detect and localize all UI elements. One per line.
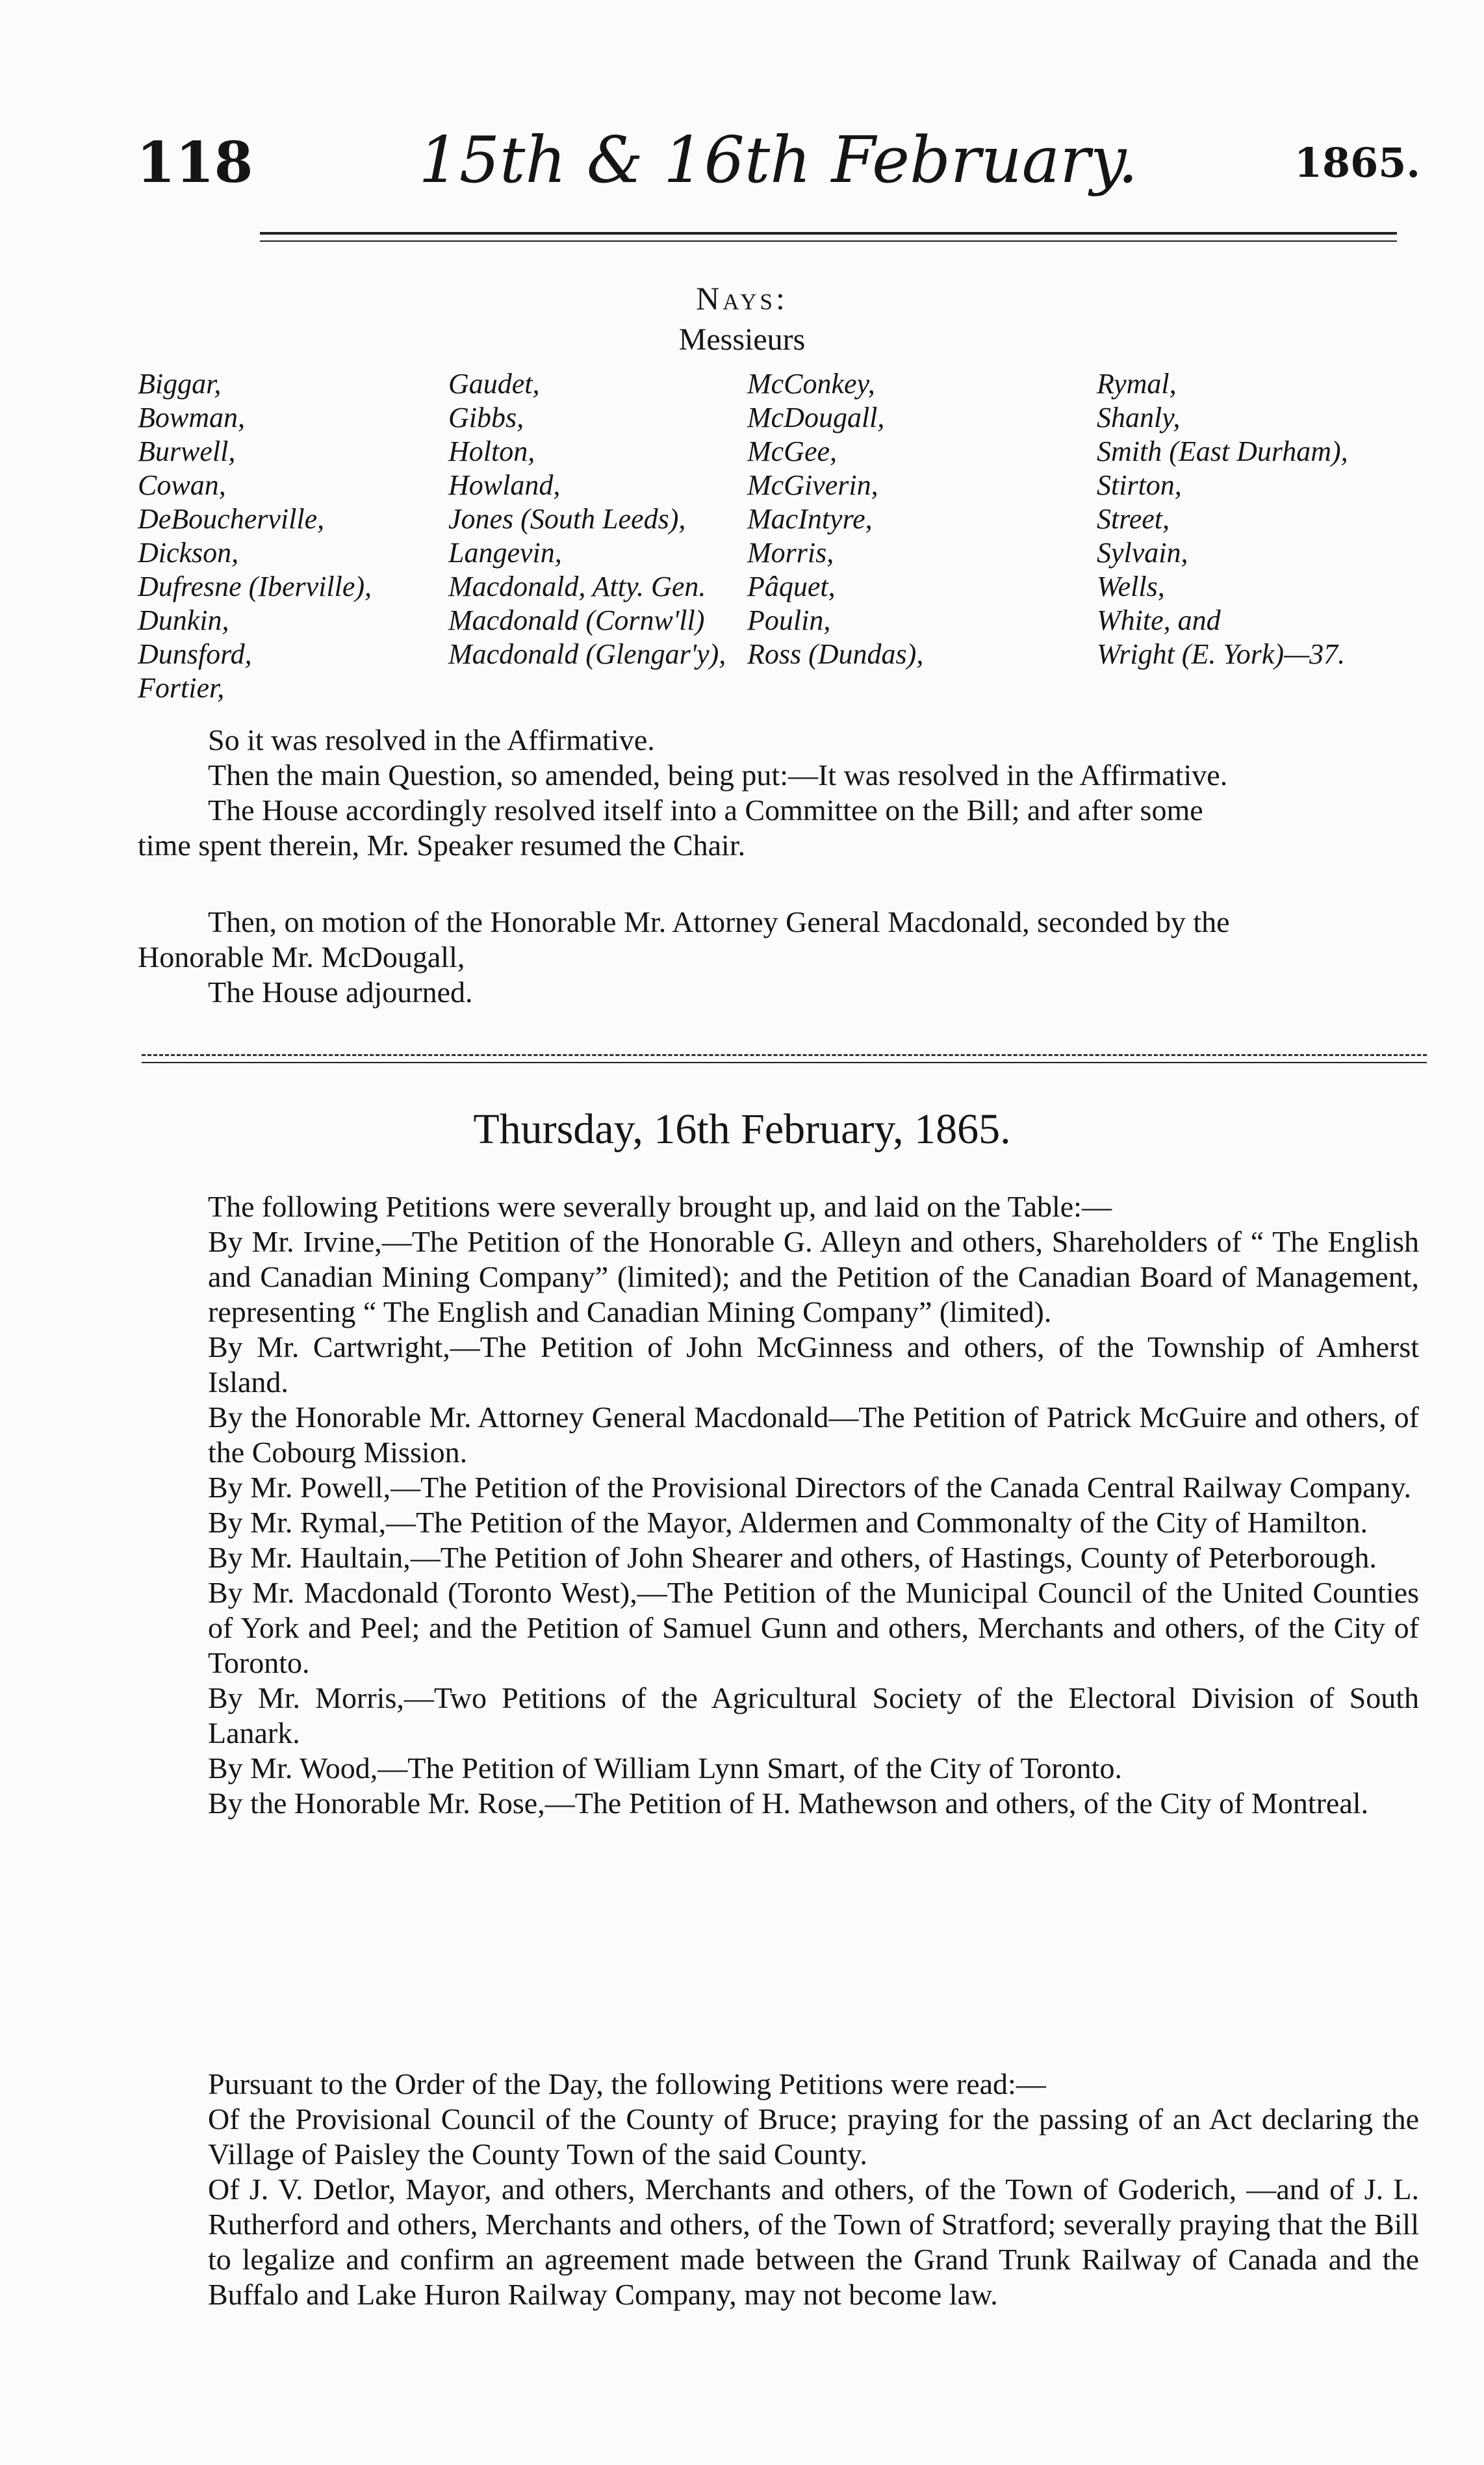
main-question-line: Then the main Question, so amended, being put:—It was resolved in the Affirmative. (208, 758, 1228, 792)
member-name: Wright (E. York)—37. (1097, 638, 1346, 670)
member-name: Howland, (448, 469, 561, 501)
member-name: Dufresne (Iberville), (138, 571, 372, 602)
section-rule (142, 1054, 1427, 1063)
member-name: Macdonald (Glengar'y), (448, 638, 726, 670)
petition-entry: By Mr. Rymal,—The Petition of the Mayor, Aldermen and Commonalty of the City of Hamilton. (208, 1506, 1368, 1539)
page-title: 15th & 16th February. (418, 123, 1138, 198)
member-name: McConkey, (747, 368, 875, 400)
petitions-block (138, 1189, 1419, 1821)
member-name: Gaudet, (448, 368, 540, 400)
member-name: DeBoucherville, (138, 503, 325, 535)
proceedings-block (138, 723, 1419, 863)
petition-entry: By Mr. Macdonald (Toronto West),—The Petition of the Municipal Council of the United Counties of York and Peel; and the Petition of Samuel Gunn and others, Merchants and others, of the City of Toronto. (208, 1576, 1419, 1679)
page-header (136, 110, 1420, 201)
member-name: Cowan, (138, 469, 226, 501)
day-heading: Thursday, 16th February, 1865. (473, 1105, 1011, 1153)
member-name: Biggar, (138, 368, 222, 400)
member-name: Ross (Dundas), (747, 638, 924, 670)
nays-column-2 (448, 367, 726, 671)
petition-entry: By Mr. Powell,—The Petition of the Provisional Directors of the Canada Central Railway Company. (208, 1471, 1412, 1504)
order-entry: Of J. V. Detlor, Mayor, and others, Merchants and others, of the Town of Goderich, —and of J. L. Rutherford and others, Merchants and others, of the Town of Stratford; severally praying that the Bill to legalize and confirm an agreement made between the Grand Trunk Railway of Canada and the Buffalo and Lake Huron Railway Company, may not become law. (208, 2173, 1419, 2311)
member-name: Smith (East Durham), (1097, 435, 1348, 467)
nays-column-3 (747, 367, 923, 671)
header-rule (260, 232, 1397, 242)
member-name: Holton, (448, 435, 535, 467)
order-entry: Of the Provisional Council of the County of Bruce; praying for the passing of an Act declaring the Village of Paisley the County Town of the said County. (208, 2102, 1419, 2171)
member-name: Street, (1097, 503, 1170, 535)
member-name: Langevin, (448, 537, 562, 569)
member-name: McGiverin, (747, 469, 878, 501)
member-name: Sylvain, (1097, 537, 1188, 569)
petition-entry: By the Honorable Mr. Rose,—The Petition of H. Mathewson and others, of the City of Montreal. (208, 1787, 1369, 1820)
member-name: Pâquet, (747, 571, 836, 602)
motion-line: Then, on motion of the Honorable Mr. Attorney General Macdonald, seconded by the (208, 905, 1230, 938)
member-name: White, and (1097, 604, 1221, 636)
member-name: Stirton, (1097, 469, 1182, 501)
member-name: McGee, (747, 435, 838, 467)
member-name: Fortier, (138, 672, 225, 704)
member-name: Burwell, (138, 435, 236, 467)
member-name: Rymal, (1097, 368, 1177, 400)
petition-entry: By the Honorable Mr. Attorney General Macdonald—The Petition of Patrick McGuire and others, of the Cobourg Mission. (208, 1400, 1419, 1469)
member-name: Macdonald (Cornw'll) (448, 604, 705, 636)
member-name: McDougall, (747, 402, 885, 433)
member-name: Dunkin, (138, 604, 229, 636)
page-number: 118 (136, 130, 253, 196)
member-name: Macdonald, Atty. Gen. (448, 571, 706, 602)
order-of-day-block (138, 2067, 1419, 2312)
page-year: 1865. (1294, 139, 1420, 187)
member-name: MacIntyre, (747, 503, 873, 535)
petition-entry: By Mr. Haultain,—The Petition of John Shearer and others, of Hastings, County of Peterborough. (208, 1541, 1377, 1574)
member-name: Wells, (1097, 571, 1165, 602)
member-name: Dunsford, (138, 638, 252, 670)
petition-entry: By Mr. Morris,—Two Petitions of the Agricultural Society of the Electoral Division of South Lanark. (208, 1681, 1419, 1749)
committee-line: The House accordingly resolved itself into a Committee on the Bill; and after some (208, 794, 1203, 827)
petition-entry: By Mr. Cartwright,—The Petition of John McGinness and others, of the Township of Amherst Island. (208, 1330, 1419, 1399)
member-name: Gibbs, (448, 402, 524, 433)
committee-line: time spent therein, Mr. Speaker resumed the Chair. (138, 829, 746, 862)
member-name: Bowman, (138, 402, 245, 433)
motion-block (138, 905, 1419, 1010)
member-name: Morris, (747, 537, 834, 569)
petition-entry: By Mr. Wood,—The Petition of William Lynn Smart, of the City of Toronto. (208, 1751, 1122, 1785)
nays-column-1 (138, 367, 372, 705)
member-name: Jones (South Leeds), (448, 503, 686, 535)
nays-subheading: Messieurs (678, 322, 806, 357)
member-name: Poulin, (747, 604, 831, 636)
nays-heading: Nays: (696, 280, 788, 316)
order-entry: Pursuant to the Order of the Day, the following Petitions were read:— (208, 2067, 1046, 2100)
resolved-line: So it was resolved in the Affirmative. (208, 723, 655, 756)
adjourned-line: The House adjourned. (208, 975, 473, 1009)
nays-column-4 (1097, 367, 1348, 671)
member-name: Dickson, (138, 537, 239, 569)
petition-entry: By Mr. Irvine,—The Petition of the Honorable G. Alleyn and others, Shareholders of “ The English and Canadian Mining Company” (limited); and the Petition of the Canadian Board of Management, representing “ The English and Canadian Mining Company” (limited). (208, 1225, 1419, 1328)
petition-entry: The following Petitions were severally brought up, and laid on the Table:— (208, 1190, 1112, 1223)
motion-line: Honorable Mr. McDougall, (138, 940, 465, 974)
member-name: Shanly, (1097, 402, 1181, 433)
